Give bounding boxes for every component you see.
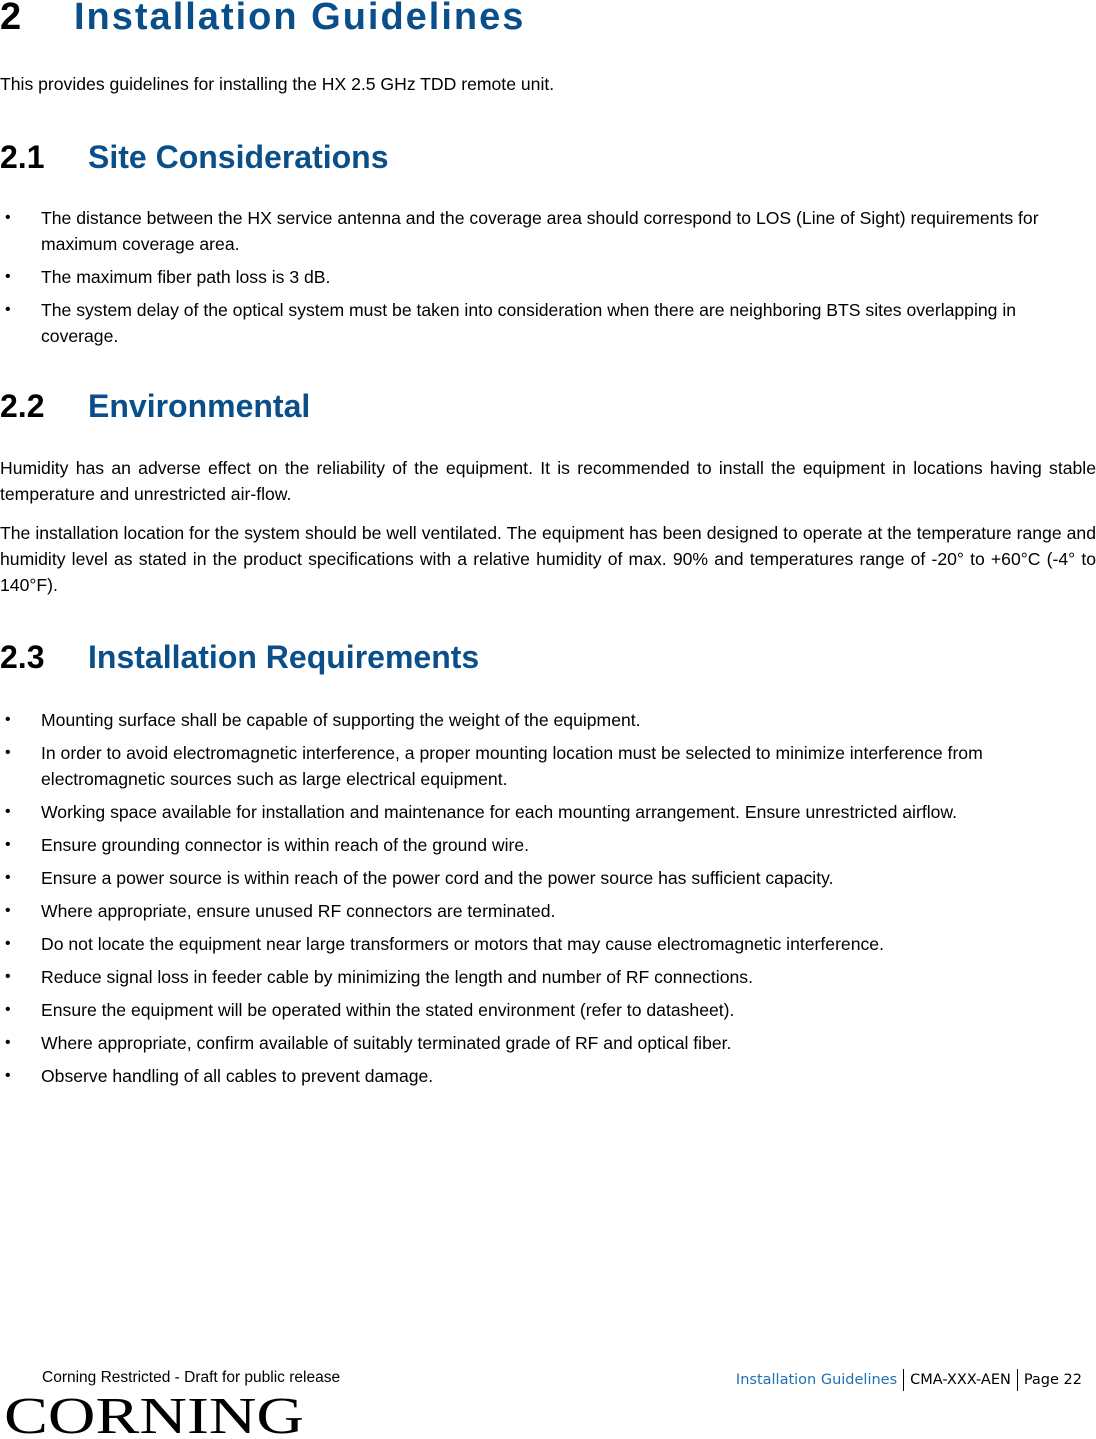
footer-info (736, 1369, 1082, 1391)
list-item: • Reduce signal loss in feeder cable by minimizing the length and number of RF connections. (0, 964, 1080, 990)
list-item: • The distance between the HX service antenna and the coverage area should correspond to LOS (Line of Sight) requirements for maximum coverage area. (0, 205, 1080, 257)
bullet-icon: • (5, 902, 11, 919)
list-item: • Where appropriate, ensure unused RF connectors are terminated. (0, 898, 1080, 924)
list-item: • Mounting surface shall be capable of supporting the weight of the equipment. (0, 707, 1080, 733)
list-item: • In order to avoid electromagnetic interference, a proper mounting location must be selected to minimize interference from electromagnetic sources such as large electrical equipment. (0, 740, 1080, 792)
bullet-icon: • (5, 744, 11, 761)
list-item: • Ensure a power source is within reach of the power cord and the power source has sufficient capacity. (0, 865, 1080, 891)
footer-doc-id: CMA-XXX-AEN (910, 1372, 1011, 1388)
section-number: 2.3 (0, 639, 45, 675)
bullet-icon: • (5, 209, 11, 226)
chapter-number: 2 (0, 0, 24, 38)
intro-paragraph: This provides guidelines for installing the HX 2.5 GHz TDD remote unit. (0, 74, 555, 94)
list-item: • Observe handling of all cables to prevent damage. (0, 1063, 1080, 1089)
bullet-icon: • (5, 301, 11, 318)
bullet-icon: • (5, 1067, 11, 1084)
footer-divider (1017, 1369, 1018, 1391)
section-title: Site Considerations (88, 139, 389, 175)
bullet-icon: • (5, 869, 11, 886)
section-number: 2.2 (0, 388, 45, 424)
site-considerations-list (0, 205, 1080, 356)
bullet-icon: • (5, 1034, 11, 1051)
installation-requirements-list (0, 707, 1080, 1096)
environmental-paragraph-1: Humidity has an adverse effect on the reliability of the equipment. It is recommended to install the equipment in locations having stable temperature and unrestricted air-flow. (0, 458, 1096, 504)
list-item: • The maximum fiber path loss is 3 dB. (0, 264, 1080, 290)
list-item: • Ensure grounding connector is within reach of the ground wire. (0, 832, 1080, 858)
list-item: • The system delay of the optical system must be taken into consideration when there are neighboring BTS sites overlapping in coverage. (0, 297, 1080, 349)
list-item: • Working space available for installation and maintenance for each mounting arrangement. Ensure unrestricted airflow. (0, 799, 1080, 825)
list-item: • Ensure the equipment will be operated within the stated environment (refer to datasheet). (0, 997, 1080, 1023)
bullet-icon: • (5, 803, 11, 820)
bullet-icon: • (5, 968, 11, 985)
footer-classification: Corning Restricted - Draft for public release (42, 1369, 341, 1386)
section-title: Environmental (88, 388, 311, 424)
chapter-heading (0, 0, 525, 39)
bullet-icon: • (5, 711, 11, 728)
list-item: • Do not locate the equipment near large transformers or motors that may cause electromagnetic interference. (0, 931, 1080, 957)
footer-section-name: Installation Guidelines (735, 1372, 898, 1388)
section-heading-requirements (0, 639, 479, 676)
chapter-title: Installation Guidelines (74, 0, 526, 38)
section-heading-site (0, 139, 389, 176)
section-title: Installation Requirements (88, 639, 480, 675)
bullet-icon: • (5, 836, 11, 853)
list-item: • Where appropriate, confirm available of suitably terminated grade of RF and optical fiber. (0, 1030, 1080, 1056)
logo-wordmark: CORNING (4, 1390, 304, 1438)
environmental-paragraph-2: The installation location for the system should be well ventilated. The equipment has been designed to operate at the temperature range and humidity level as stated in the product specifications with a relative humidity of max. 90% and temperatures range of -20° to +60°C (-4° to 140°F). (0, 523, 1096, 595)
footer-page-number: Page 22 (1023, 1372, 1082, 1388)
section-number: 2.1 (0, 139, 45, 175)
footer-divider (903, 1369, 904, 1391)
section-heading-environmental (0, 388, 310, 425)
bullet-icon: • (5, 268, 11, 285)
corning-logo (4, 1390, 308, 1438)
bullet-icon: • (5, 1001, 11, 1018)
bullet-icon: • (5, 935, 11, 952)
